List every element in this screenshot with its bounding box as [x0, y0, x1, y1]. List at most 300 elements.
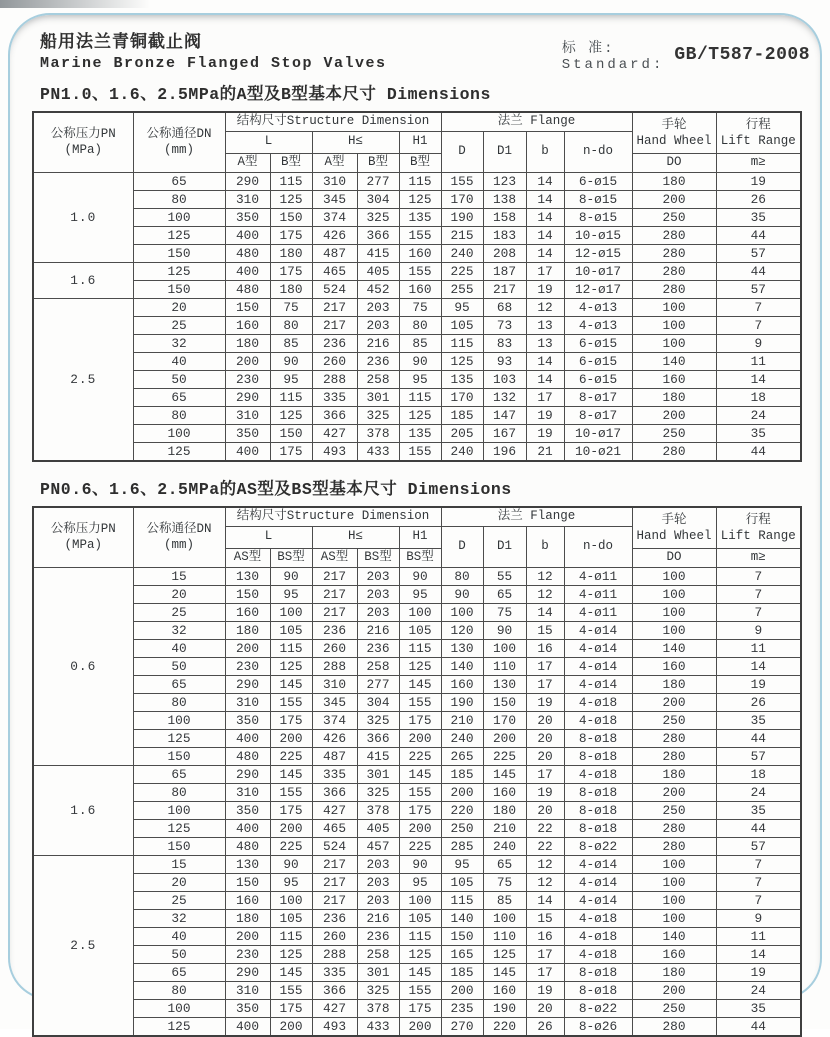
d1-cell: 187 [483, 262, 526, 280]
h-b-cell: 325 [357, 981, 399, 999]
d-cell: 115 [441, 334, 483, 352]
b-cell: 12 [526, 298, 564, 316]
m-cell: 57 [716, 747, 801, 765]
b-cell: 21 [526, 442, 564, 461]
b-cell: 19 [526, 424, 564, 442]
l-a-cell: 310 [225, 783, 270, 801]
d0-cell: 280 [632, 442, 716, 461]
dn-cell: 50 [133, 370, 225, 388]
h-b-cell: 203 [357, 567, 399, 585]
h1-b-cell: 85 [399, 334, 441, 352]
m-cell: 35 [716, 999, 801, 1017]
pn-cell: 1.6 [33, 262, 133, 298]
d1-cell: 132 [483, 388, 526, 406]
d0-cell: 100 [632, 909, 716, 927]
l-a-cell: 150 [225, 298, 270, 316]
document-header [32, 33, 818, 74]
h-a-cell: 487 [312, 244, 357, 262]
dn-cell: 65 [133, 765, 225, 783]
table-row [33, 909, 801, 927]
table-row [33, 190, 801, 208]
l-b-cell: 180 [270, 280, 312, 298]
m-cell: 7 [716, 316, 801, 334]
h-b-cell: 216 [357, 909, 399, 927]
m-cell: 44 [716, 262, 801, 280]
m-cell: 11 [716, 639, 801, 657]
dn-cell: 40 [133, 927, 225, 945]
pn-cell: 1.6 [33, 765, 133, 855]
d0-cell: 100 [632, 603, 716, 621]
d1-cell: 110 [483, 927, 526, 945]
h1-b-cell: 145 [399, 765, 441, 783]
lift-range-header-line: Lift Range [720, 528, 796, 543]
ndo-cell: 4-ø14 [564, 639, 632, 657]
h-a-cell: 366 [312, 783, 357, 801]
l-type-b-header: B型 [270, 153, 312, 172]
h1-type-b-header: BS型 [399, 548, 441, 567]
h-b-cell: 236 [357, 352, 399, 370]
h-a-cell: 260 [312, 352, 357, 370]
d1-cell: 147 [483, 406, 526, 424]
d-cell: 200 [441, 783, 483, 801]
l-b-cell: 180 [270, 244, 312, 262]
dn-cell: 15 [133, 855, 225, 873]
table-row [33, 334, 801, 352]
h1-b-cell: 105 [399, 909, 441, 927]
h-b-cell: 405 [357, 262, 399, 280]
h-header: H≤ [312, 131, 399, 153]
ndo-cell: 8-ø26 [564, 1017, 632, 1036]
d-cell: 105 [441, 316, 483, 334]
d0-cell: 280 [632, 747, 716, 765]
h-a-cell: 288 [312, 657, 357, 675]
l-b-cell: 90 [270, 567, 312, 585]
dn-cell: 25 [133, 316, 225, 334]
b-cell: 22 [526, 819, 564, 837]
dn-cell: 20 [133, 298, 225, 316]
m-cell: 57 [716, 244, 801, 262]
h1-b-cell: 155 [399, 693, 441, 711]
document-title-zh: 船用法兰青铜截止阀 [40, 34, 202, 53]
l-b-cell: 125 [270, 945, 312, 963]
table-row [33, 226, 801, 244]
m-cell: 7 [716, 891, 801, 909]
d-cell: 120 [441, 621, 483, 639]
m-cell: 24 [716, 783, 801, 801]
h1-b-cell: 135 [399, 208, 441, 226]
dn-cell: 80 [133, 981, 225, 999]
dn-cell: 150 [133, 280, 225, 298]
d0-cell: 160 [632, 657, 716, 675]
table-title-1: PN1.0、1.6、2.5MPa的A型及B型基本尺寸 Dimensions [40, 84, 491, 104]
table-row [33, 352, 801, 370]
b-cell: 15 [526, 909, 564, 927]
table-row [33, 855, 801, 873]
d1-cell: 167 [483, 424, 526, 442]
ndo-header: n-do [564, 526, 632, 567]
h-a-cell: 335 [312, 963, 357, 981]
l-a-cell: 400 [225, 819, 270, 837]
dn-cell: 65 [133, 172, 225, 190]
ndo-cell: 8-ø18 [564, 981, 632, 999]
h1-b-cell: 155 [399, 262, 441, 280]
l-a-cell: 350 [225, 424, 270, 442]
l-a-cell: 310 [225, 190, 270, 208]
h-b-cell: 415 [357, 244, 399, 262]
table-row [33, 262, 801, 280]
l-b-cell: 115 [270, 927, 312, 945]
h-a-cell: 288 [312, 370, 357, 388]
dn-cell: 40 [133, 352, 225, 370]
d-cell: 240 [441, 442, 483, 461]
d-cell: 185 [441, 963, 483, 981]
m-cell: 19 [716, 172, 801, 190]
h-a-cell: 465 [312, 262, 357, 280]
d-cell: 225 [441, 262, 483, 280]
h1-b-cell: 155 [399, 442, 441, 461]
d1-cell: 225 [483, 747, 526, 765]
table-row [33, 891, 801, 909]
h-a-cell: 345 [312, 693, 357, 711]
page-content [32, 33, 818, 1037]
d-cell: 80 [441, 567, 483, 585]
l-b-cell: 225 [270, 747, 312, 765]
d-cell: 115 [441, 891, 483, 909]
m-header: m≥ [716, 548, 801, 567]
m-cell: 14 [716, 945, 801, 963]
d-cell: 125 [441, 352, 483, 370]
d0-cell: 100 [632, 855, 716, 873]
d-cell: 140 [441, 909, 483, 927]
diameter-header-line: 公称通径DN [146, 522, 212, 536]
d-cell: 135 [441, 370, 483, 388]
d1-cell: 73 [483, 316, 526, 334]
l-a-cell: 310 [225, 981, 270, 999]
m-cell: 35 [716, 711, 801, 729]
b-cell: 17 [526, 262, 564, 280]
d0-cell: 140 [632, 927, 716, 945]
b-cell: 14 [526, 172, 564, 190]
l-a-cell: 350 [225, 801, 270, 819]
b-cell: 20 [526, 747, 564, 765]
h1-header: H1 [399, 526, 441, 548]
h1-b-cell: 200 [399, 1017, 441, 1036]
h-b-cell: 405 [357, 819, 399, 837]
h-b-cell: 378 [357, 801, 399, 819]
table-row [33, 819, 801, 837]
ndo-cell: 4-ø14 [564, 873, 632, 891]
h-b-cell: 433 [357, 442, 399, 461]
m-cell: 19 [716, 675, 801, 693]
l-a-cell: 290 [225, 388, 270, 406]
diameter-header [133, 112, 225, 173]
l-type-a-header: A型 [225, 153, 270, 172]
standard-block [562, 37, 810, 73]
l-a-cell: 160 [225, 603, 270, 621]
diameter-header [133, 507, 225, 568]
diameter-header-line: (mm) [163, 538, 194, 553]
handwheel-header [632, 112, 716, 154]
d1-cell: 75 [483, 603, 526, 621]
table-row [33, 945, 801, 963]
dimensions-table-as-bs-container [32, 506, 818, 1037]
d0-cell: 180 [632, 388, 716, 406]
standard-label-en: Standard: [561, 57, 665, 73]
h1-b-cell: 100 [399, 891, 441, 909]
l-a-cell: 230 [225, 945, 270, 963]
d0-cell: 280 [632, 244, 716, 262]
d1-cell: 103 [483, 370, 526, 388]
d-cell: 95 [441, 855, 483, 873]
b-cell: 14 [526, 226, 564, 244]
table-row [33, 298, 801, 316]
dn-cell: 65 [133, 675, 225, 693]
l-a-cell: 200 [225, 927, 270, 945]
l-b-cell: 150 [270, 208, 312, 226]
h1-b-cell: 200 [399, 819, 441, 837]
h-a-cell: 366 [312, 981, 357, 999]
ndo-cell: 4-ø14 [564, 675, 632, 693]
m-cell: 7 [716, 585, 801, 603]
d0-cell: 280 [632, 262, 716, 280]
l-a-cell: 200 [225, 639, 270, 657]
standard-label-zh: 标 准: [561, 41, 615, 57]
h-b-cell: 301 [357, 765, 399, 783]
h-b-cell: 415 [357, 747, 399, 765]
l-type-b-header: BS型 [270, 548, 312, 567]
d-cell: 235 [441, 999, 483, 1017]
b-cell: 13 [526, 316, 564, 334]
d1-header: D1 [483, 526, 526, 567]
l-a-cell: 350 [225, 999, 270, 1017]
ndo-header: n-do [564, 131, 632, 172]
h1-b-cell: 155 [399, 226, 441, 244]
l-a-cell: 200 [225, 352, 270, 370]
m-cell: 9 [716, 621, 801, 639]
h-type-a-header: AS型 [312, 548, 357, 567]
b-cell: 22 [526, 837, 564, 855]
d1-cell: 65 [483, 855, 526, 873]
ndo-cell: 12-ø17 [564, 280, 632, 298]
dn-cell: 32 [133, 621, 225, 639]
h1-b-cell: 90 [399, 855, 441, 873]
m-cell: 44 [716, 1017, 801, 1036]
lift-range-header-line: 行程 [745, 117, 771, 132]
handwheel-header-line: 手轮 [661, 512, 687, 527]
table-row [33, 783, 801, 801]
d0-cell: 280 [632, 837, 716, 855]
table-row [33, 316, 801, 334]
table-row [33, 370, 801, 388]
h-a-cell: 427 [312, 999, 357, 1017]
m-cell: 35 [716, 208, 801, 226]
b-cell: 16 [526, 639, 564, 657]
d-cell: 185 [441, 765, 483, 783]
h-b-cell: 325 [357, 406, 399, 424]
h-b-cell: 304 [357, 693, 399, 711]
l-a-cell: 180 [225, 621, 270, 639]
h1-b-cell: 175 [399, 999, 441, 1017]
l-b-cell: 200 [270, 819, 312, 837]
d-cell: 90 [441, 585, 483, 603]
table-row [33, 963, 801, 981]
d0-cell: 250 [632, 711, 716, 729]
l-b-cell: 145 [270, 963, 312, 981]
dn-cell: 150 [133, 747, 225, 765]
table-row [33, 172, 801, 190]
d0-header: DO [632, 153, 716, 172]
d0-cell: 180 [632, 675, 716, 693]
b-cell: 14 [526, 190, 564, 208]
l-b-cell: 175 [270, 999, 312, 1017]
table-row [33, 999, 801, 1017]
l-b-cell: 175 [270, 442, 312, 461]
l-b-cell: 85 [270, 334, 312, 352]
table-row [33, 747, 801, 765]
l-b-cell: 175 [270, 226, 312, 244]
d-cell: 255 [441, 280, 483, 298]
table-row [33, 873, 801, 891]
handwheel-header-line: 手轮 [661, 117, 687, 132]
ndo-cell: 10-ø15 [564, 226, 632, 244]
h-a-cell: 524 [312, 280, 357, 298]
d-cell: 185 [441, 406, 483, 424]
diameter-header-line: 公称通径DN [146, 127, 212, 141]
d1-cell: 158 [483, 208, 526, 226]
h1-b-cell: 115 [399, 172, 441, 190]
pressure-header-line: 公称压力PN [50, 522, 116, 536]
h1-b-cell: 125 [399, 406, 441, 424]
b-cell: 20 [526, 999, 564, 1017]
h-b-cell: 236 [357, 639, 399, 657]
d-cell: 270 [441, 1017, 483, 1036]
h-a-cell: 217 [312, 855, 357, 873]
dn-cell: 125 [133, 1017, 225, 1036]
structure-header: 结构尺寸Structure Dimension [225, 507, 441, 527]
l-b-cell: 155 [270, 981, 312, 999]
handwheel-header [632, 507, 716, 549]
ndo-cell: 8-ø22 [564, 837, 632, 855]
m-cell: 44 [716, 442, 801, 461]
h-b-cell: 277 [357, 172, 399, 190]
l-a-cell: 350 [225, 208, 270, 226]
b-cell: 19 [526, 981, 564, 999]
h-type-b-header: BS型 [357, 548, 399, 567]
m-cell: 7 [716, 567, 801, 585]
h1-b-cell: 90 [399, 352, 441, 370]
structure-header: 结构尺寸Structure Dimension [225, 112, 441, 132]
h-b-cell: 258 [357, 370, 399, 388]
l-b-cell: 175 [270, 801, 312, 819]
table-row [33, 388, 801, 406]
l-b-cell: 80 [270, 316, 312, 334]
flange-header: 法兰 Flange [441, 507, 632, 527]
l-header: L [225, 131, 312, 153]
d1-cell: 123 [483, 172, 526, 190]
m-cell: 14 [716, 657, 801, 675]
d-cell: 210 [441, 711, 483, 729]
ndo-cell: 8-ø18 [564, 801, 632, 819]
d1-cell: 85 [483, 891, 526, 909]
h1-b-cell: 125 [399, 945, 441, 963]
l-a-cell: 160 [225, 891, 270, 909]
h-b-cell: 236 [357, 927, 399, 945]
table-row [33, 657, 801, 675]
ndo-cell: 8-ø18 [564, 963, 632, 981]
standard-value: GB/T587-2008 [674, 45, 810, 65]
h-b-cell: 325 [357, 208, 399, 226]
d-cell: 160 [441, 675, 483, 693]
d1-cell: 196 [483, 442, 526, 461]
l-a-cell: 230 [225, 370, 270, 388]
dimensions-table [32, 506, 802, 1037]
h-a-cell: 487 [312, 747, 357, 765]
h-a-cell: 427 [312, 801, 357, 819]
h-b-cell: 203 [357, 298, 399, 316]
h1-b-cell: 80 [399, 316, 441, 334]
l-type-a-header: AS型 [225, 548, 270, 567]
table-row [33, 244, 801, 262]
d0-cell: 100 [632, 567, 716, 585]
handwheel-header-line: Hand Wheel [636, 528, 712, 543]
b-cell: 20 [526, 729, 564, 747]
d1-cell: 65 [483, 585, 526, 603]
dn-cell: 20 [133, 585, 225, 603]
h-b-cell: 433 [357, 1017, 399, 1036]
d0-cell: 100 [632, 334, 716, 352]
b-cell: 12 [526, 873, 564, 891]
h-a-cell: 217 [312, 873, 357, 891]
document-title-en: Marine Bronze Flanged Stop Valves [40, 55, 387, 73]
d0-cell: 180 [632, 172, 716, 190]
d-cell: 215 [441, 226, 483, 244]
l-b-cell: 145 [270, 765, 312, 783]
pn-cell: 1.0 [33, 172, 133, 262]
l-a-cell: 130 [225, 567, 270, 585]
d-header: D [441, 131, 483, 172]
lift-range-header-line: 行程 [745, 512, 771, 527]
l-b-cell: 115 [270, 639, 312, 657]
dn-cell: 80 [133, 693, 225, 711]
h-a-cell: 465 [312, 819, 357, 837]
h1-b-cell: 75 [399, 298, 441, 316]
h1-b-cell: 155 [399, 981, 441, 999]
b-cell: 12 [526, 585, 564, 603]
m-cell: 7 [716, 873, 801, 891]
d1-cell: 183 [483, 226, 526, 244]
ndo-cell: 4-ø18 [564, 693, 632, 711]
h1-b-cell: 200 [399, 729, 441, 747]
l-b-cell: 125 [270, 406, 312, 424]
standard-labels [562, 37, 665, 73]
ndo-cell: 6-ø15 [564, 352, 632, 370]
b-header: b [526, 526, 564, 567]
ndo-cell: 4-ø14 [564, 891, 632, 909]
m-cell: 24 [716, 981, 801, 999]
l-b-cell: 115 [270, 172, 312, 190]
m-cell: 18 [716, 765, 801, 783]
d-cell: 285 [441, 837, 483, 855]
h1-b-cell: 95 [399, 585, 441, 603]
h-a-cell: 493 [312, 1017, 357, 1036]
b-cell: 19 [526, 406, 564, 424]
h-b-cell: 325 [357, 783, 399, 801]
b-cell: 26 [526, 1017, 564, 1036]
h-a-cell: 426 [312, 729, 357, 747]
b-cell: 14 [526, 208, 564, 226]
dn-cell: 80 [133, 783, 225, 801]
d1-cell: 68 [483, 298, 526, 316]
